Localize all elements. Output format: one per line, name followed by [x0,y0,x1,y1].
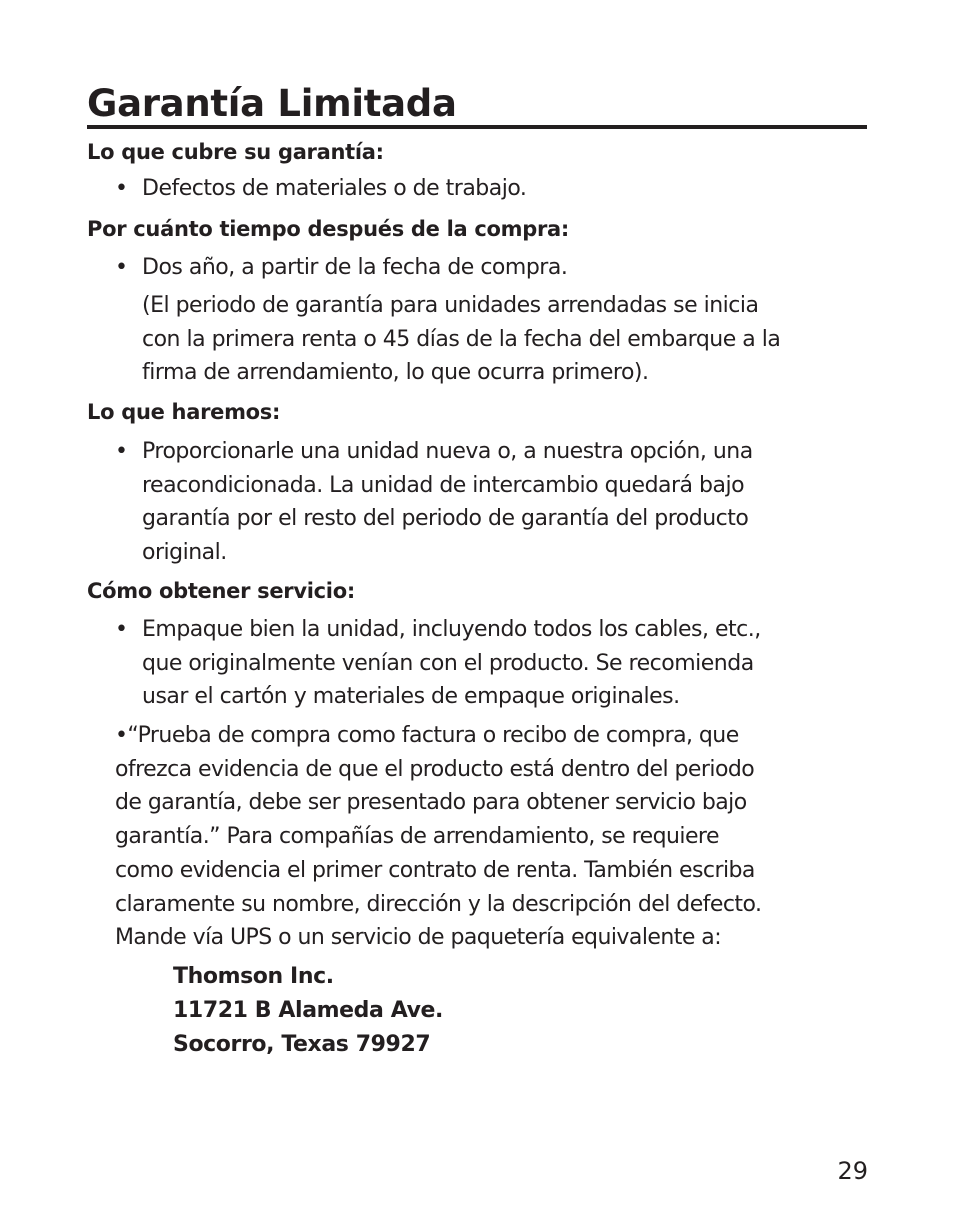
bullet-service-text: Empaque bien la unidad, incluyendo todos los cables, etc., que originalmente venían con el producto. Se recomienda usar el cartón y materiales de empaque originales. [142,617,761,709]
title-underline [87,125,867,129]
bullet-coverage [115,172,865,206]
bullet-icon: • [115,617,128,642]
service-address [173,960,443,1062]
bullet-what-we-do-text: Proporcionarle una unidad nueva o, a nuestra opción, una reacondicionada. La unidad de intercambio quedará bajo garantía por el resto del periodo de garantía del producto original. [142,439,753,565]
heading-what-we-do: Lo que haremos: [87,400,281,424]
bullet-service [115,613,865,714]
heading-duration: Por cuánto tiempo después de la compra: [87,217,570,241]
bullet-what-we-do [115,435,865,569]
bullet-duration [115,251,865,285]
address-line-3: Socorro, Texas 79927 [173,1032,431,1057]
bullet-duration-text: Dos año, a partir de la fecha de compra. [142,255,568,280]
page-title: Garantía Limitada [87,82,457,125]
proof-of-purchase-paragraph: •“Prueba de compra como factura o recibo de compra, que ofrezca evidencia de que el producto está dentro del periodo de garantía, debe ser presentado para obtener servicio bajo garantía.” Para compañías de arrendamiento, se requiere como evidencia el primer contrato de renta. También escriba claramente su nombre, dirección y la descripción del defecto. Mande vía UPS o un servicio de paquetería equivalente a: [115,723,762,951]
bullet-icon: • [115,176,128,201]
bullet-icon: • [115,439,128,464]
page-number: 29 [837,1157,868,1185]
address-line-1: Thomson Inc. [173,964,334,989]
bullet-coverage-text: Defectos de materiales o de trabajo. [142,176,527,201]
bullet-icon: • [115,255,128,280]
heading-coverage: Lo que cubre su garantía: [87,140,384,164]
address-line-2: 11721 B Alameda Ave. [173,998,443,1023]
heading-service: Cómo obtener servicio: [87,579,355,603]
duration-note: (El periodo de garantía para unidades arrendadas se inicia con la primera renta o 45 días de la fecha del embarque a la firma de arrendamiento, lo que ocurra primero). [142,293,781,385]
